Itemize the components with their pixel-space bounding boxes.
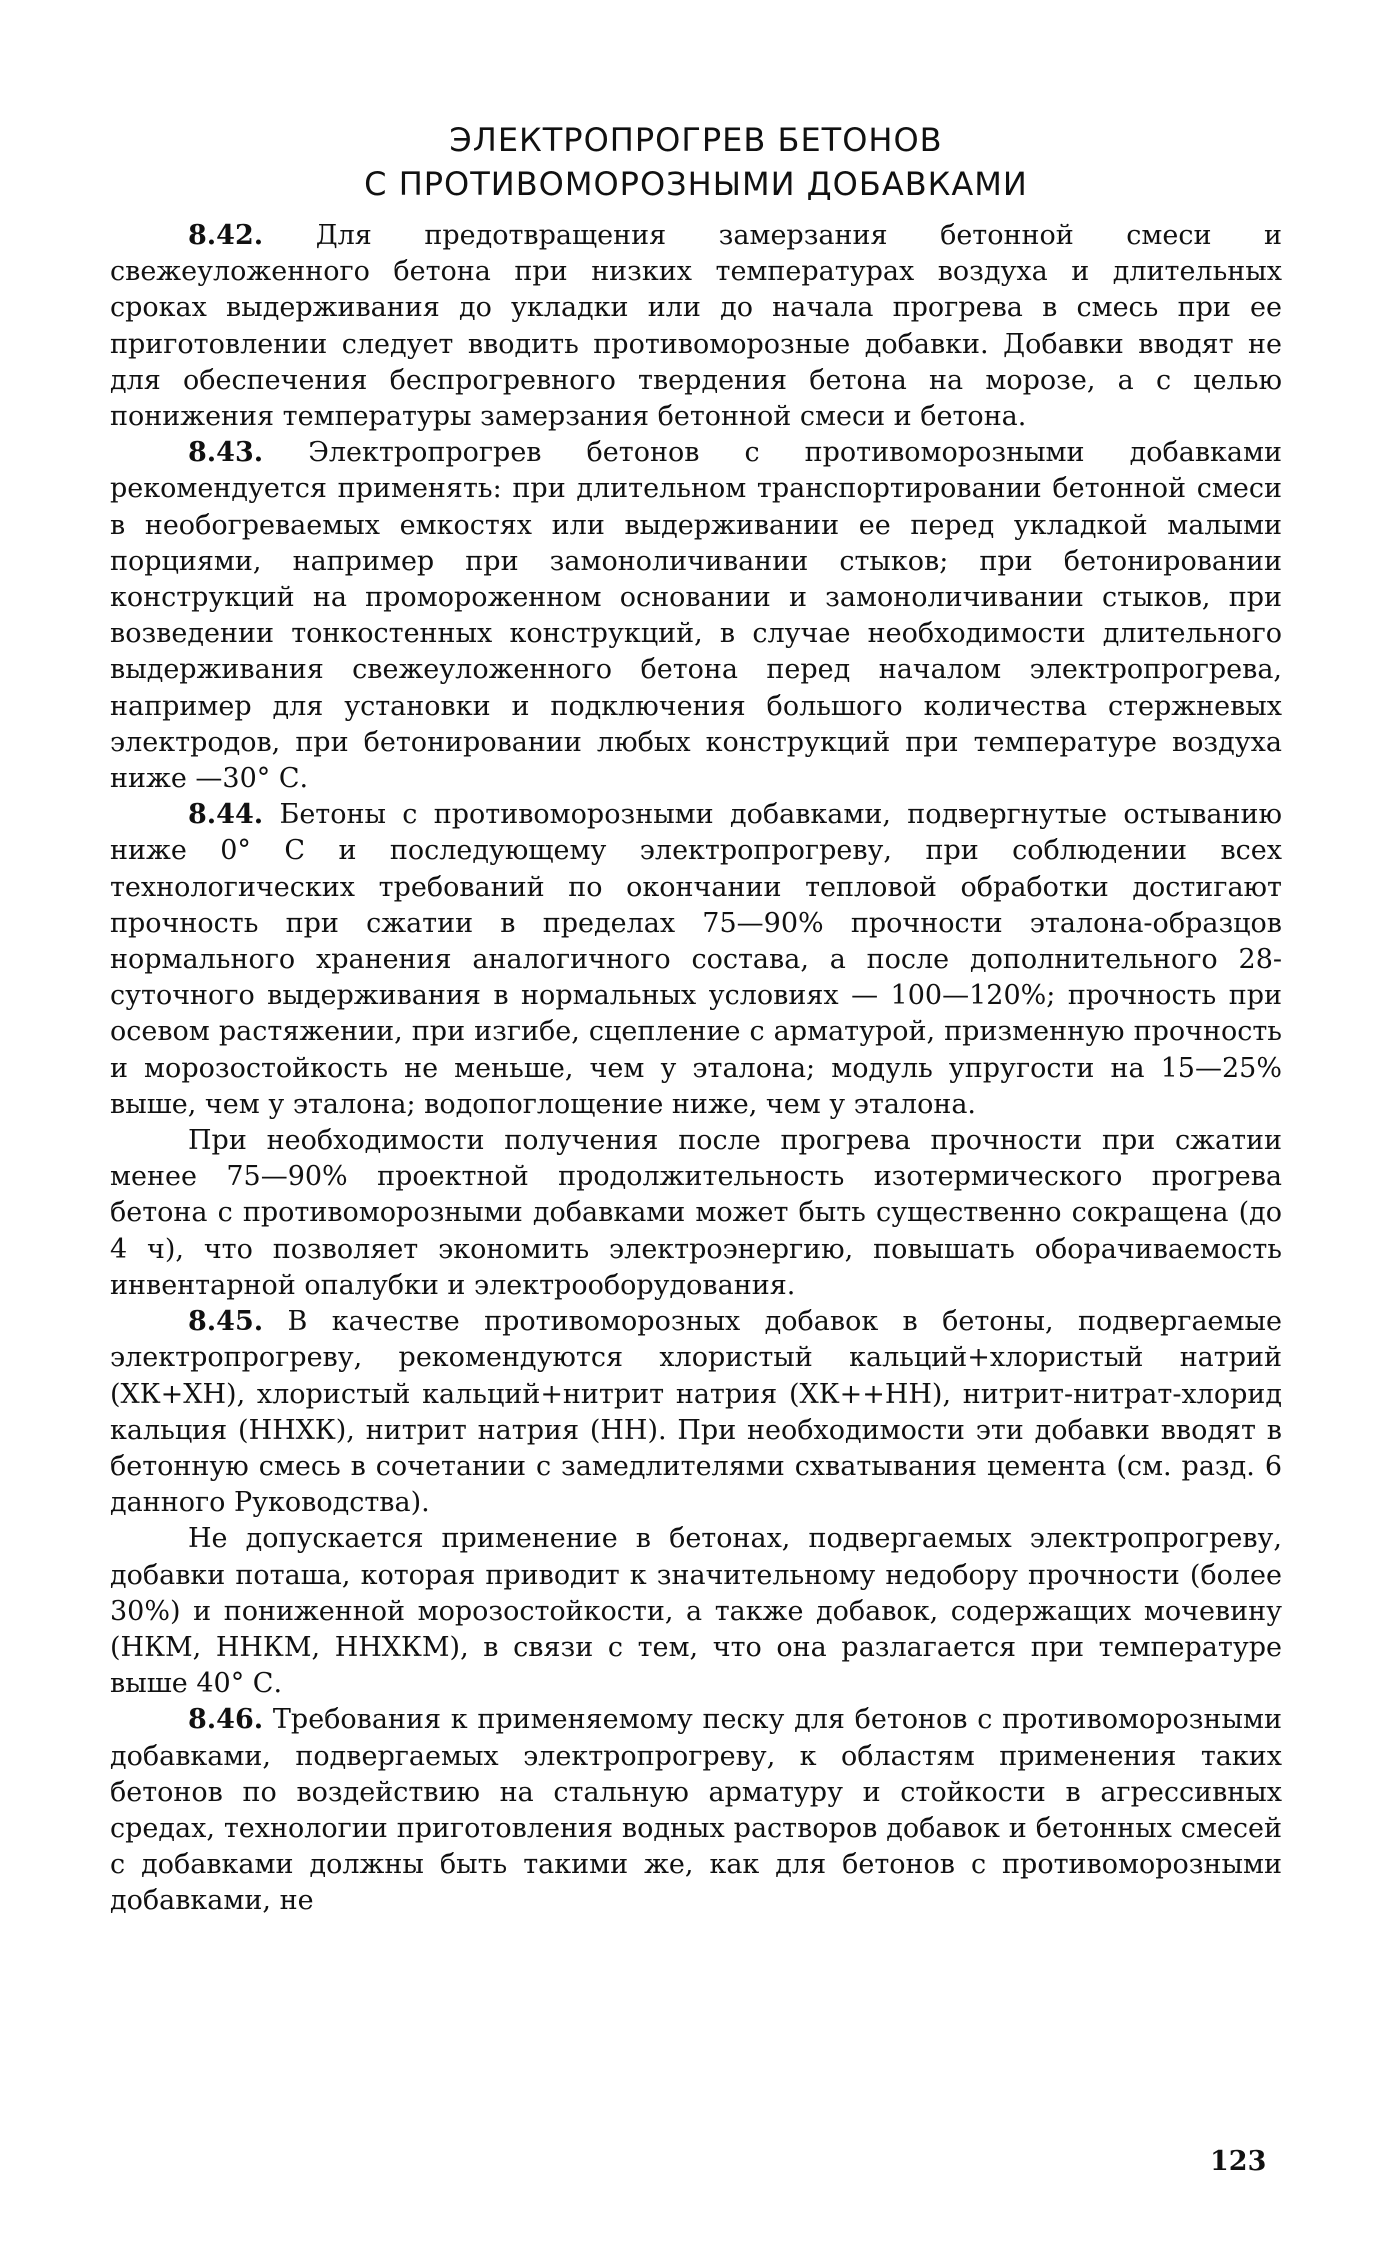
paragraph-8-43 [110,435,1282,797]
page-number: 123 [1210,2146,1267,2177]
paragraph-text: В качестве противоморозных добавок в бетоны, подвергаемые электропрогреву, рекомендуются хлористый кальций+хлористый натрий (ХК+ХН), хлористый кальций+нитрит натрия (ХК++НН), нитрит-нитрат-хлорид кальция (ННХК), нитрит натрия (НН). При необходимости эти добавки вводят в бетонную смесь в сочетании с замедлителями схватывания цемента (см. разд. 6 данного Руководства). [110,1306,1282,1519]
paragraph-number: 8.44. [188,799,264,831]
paragraph-text: Для предотвращения замерзания бетонной смеси и свежеуложенного бетона при низких температурах воздуха и длительных сроках выдерживания до укладки или до начала прогрева в смесь при ее приготовлении следует вводить противоморозные добавки. Добавки вводят не для обеспечения беспрогревного твердения бетона на морозе, а с целью понижения температуры замерзания бетонной смеси и бетона. [110,220,1282,433]
paragraph-8-44-continued [110,1123,1282,1304]
paragraph-text: Не допускается применение в бетонах, подвергаемых электропрогреву, добавки поташа, которая приводит к значительному недобору прочности (более 30%) и пониженной морозостойкости, а также добавок, содержащих мочевину (НКМ, ННКМ, ННХКМ), в связи с тем, что она разлагается при температуре выше 40° С. [110,1523,1282,1700]
paragraph-8-44 [110,797,1282,1123]
section-title-line-1: ЭЛЕКТРОПРОГРЕВ БЕТОНОВ [449,121,943,159]
paragraph-number: 8.43. [188,437,264,469]
paragraph-number: 8.42. [188,220,264,251]
paragraph-text: Бетоны с противоморозными добавками, подвергнутые остыванию ниже 0° С и последующему электропрогреву, при соблюдении всех технологических требований по окончании тепловой обработки достигают прочность при сжатии в пределах 75—90% прочности эталона-образцов нормального хранения аналогичного состава, а после дополнительного 28-суточного выдерживания в нормальных условиях — 100—120%; прочность при осевом растяжении, при изгибе, сцепление с арматурой, призменную прочность и морозостойкость не меньше, чем у эталона; модуль упругости на 15—25% выше, чем у эталона; водопоглощение ниже, чем у эталона. [110,799,1282,1120]
paragraph-number: 8.45. [188,1306,264,1338]
section-title-line-2: С ПРОТИВОМОРОЗНЫМИ ДОБАВКАМИ [364,165,1028,203]
paragraph-8-45-continued [110,1521,1282,1702]
document-page [110,118,1282,1920]
paragraph-number: 8.46. [188,1704,264,1736]
paragraph-text: Электропрогрев бетонов с противоморозными добавками рекомендуется применять: при длительном транспортировании бетонной смеси в необогреваемых емкостях или выдерживании ее перед укладкой малыми порциями, например при замоноличивании стыков; при бетонировании конструкций на промороженном основании и замоноличивании стыков, при возведении тонкостенных конструкций, в случае необходимости длительного выдерживания свежеуложенного бетона перед началом электропрогрева, например для установки и подключения большого количества стержневых электродов, при бетонировании любых конструкций при температуре воздуха ниже —30° С. [110,437,1282,795]
section-title [110,118,1282,206]
paragraph-8-46 [110,1702,1282,1919]
paragraph-8-45 [110,1304,1282,1521]
paragraph-text: Требования к применяемому песку для бетонов с противоморозными добавками, подвергаемых электропрогреву, к областям применения таких бетонов по воздействию на стальную арматуру и стойкости в агрессивных средах, технологии приготовления водных растворов добавок и бетонных смесей с добавками должны быть такими же, как для бетонов с противоморозными добавками, не [110,1704,1282,1917]
paragraph-8-42 [110,218,1282,435]
paragraph-text: При необходимости получения после прогрева прочности при сжатии менее 75—90% проектной продолжительность изотермического прогрева бетона с противоморозными добавками может быть существенно сокращена (до 4 ч), что позволяет экономить электроэнергию, повышать оборачиваемость инвентарной опалубки и электрооборудования. [110,1125,1282,1301]
